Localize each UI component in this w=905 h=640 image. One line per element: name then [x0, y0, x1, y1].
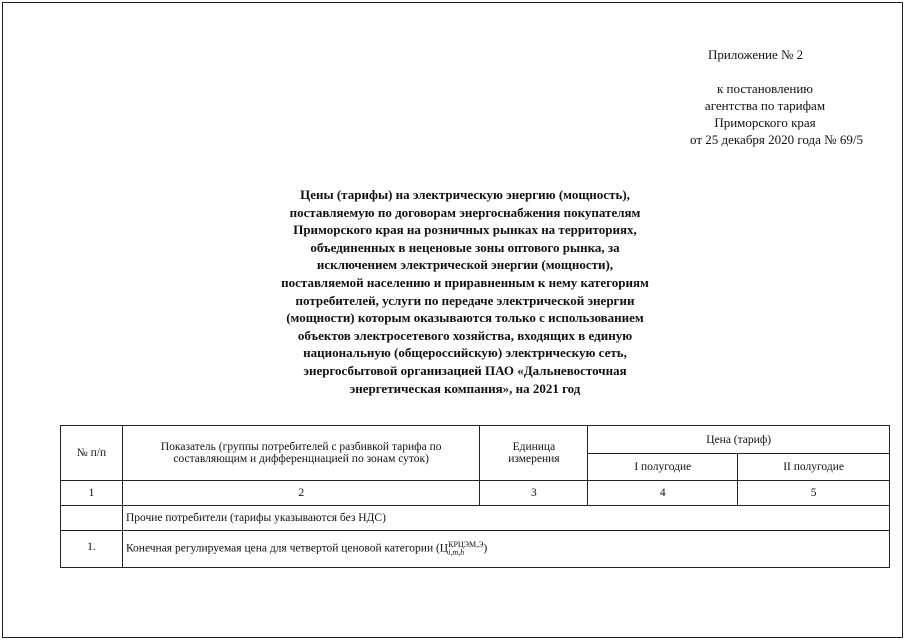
appendix-line: Приморского края	[714, 115, 816, 130]
column-number-3: 3	[480, 481, 588, 506]
price-symbol-indices	[448, 541, 483, 557]
document-heading	[222, 186, 708, 397]
appendix-line: агентства по тарифам	[704, 98, 826, 113]
appendix-line: к постановлению	[716, 81, 814, 96]
heading-line: Цены (тарифы) на электрическую энергию (мощность),	[300, 187, 630, 202]
row-number: 1.	[61, 531, 123, 568]
header-indicator: Показатель (группы потребителей с разбивкой тарифа по составляющим и дифференциацией по зонам суток)	[122, 426, 480, 481]
appendix-reference	[640, 80, 890, 148]
header-unit: Единица измерения	[480, 426, 588, 481]
heading-line: национальную (общероссийскую) электрическую сеть,	[303, 345, 627, 361]
heading-line: энергосбытовой организацией ПАО «Дальневосточная	[303, 362, 627, 378]
column-number-4: 4	[588, 481, 738, 506]
heading-line: объединенных в неценовые зоны оптового рынка, за	[310, 239, 620, 255]
column-number-1: 1	[61, 481, 123, 506]
heading-line: поставляемой населению и приравненным к нему категориям	[281, 274, 649, 290]
section-number-cell	[61, 506, 123, 531]
section-row-label: Прочие потребители (тарифы указываются без НДС)	[122, 506, 889, 531]
header-half-1: I полугодие	[588, 454, 738, 481]
price-superscript: КРЦЭМ,Э	[448, 540, 484, 549]
row-indicator-text: Конечная регулируемая цена для четвертой ценовой категории (Ц	[125, 542, 449, 555]
column-number-5: 5	[738, 481, 890, 506]
appendix-line: от 25 декабря 2020 года № 69/5	[690, 132, 863, 147]
price-subscript: i,m,h	[448, 548, 465, 557]
row-indicator-close: )	[483, 542, 488, 555]
heading-line: энергетическая компания», на 2021 год	[349, 380, 581, 396]
heading-line: потребителей, услуги по передаче электрической энергии	[295, 292, 635, 308]
appendix-title: Приложение № 2	[708, 47, 804, 62]
heading-line: (мощности) которым оказываются только с использованием	[286, 310, 644, 326]
header-number: № п/п	[61, 426, 123, 481]
heading-line: объектов электросетевого хозяйства, входящих в единую	[297, 327, 633, 343]
column-number-2: 2	[122, 481, 480, 506]
tariff-table	[60, 425, 890, 568]
heading-line: исключением электрической энергии (мощности),	[316, 257, 614, 273]
header-price: Цена (тариф)	[588, 426, 890, 454]
header-half-2: II полугодие	[738, 454, 890, 481]
heading-line: Приморского края на розничных рынках на территориях,	[293, 222, 637, 238]
heading-line: поставляемую по договорам энергоснабжения покупателям	[289, 204, 641, 220]
row-indicator	[122, 531, 889, 568]
